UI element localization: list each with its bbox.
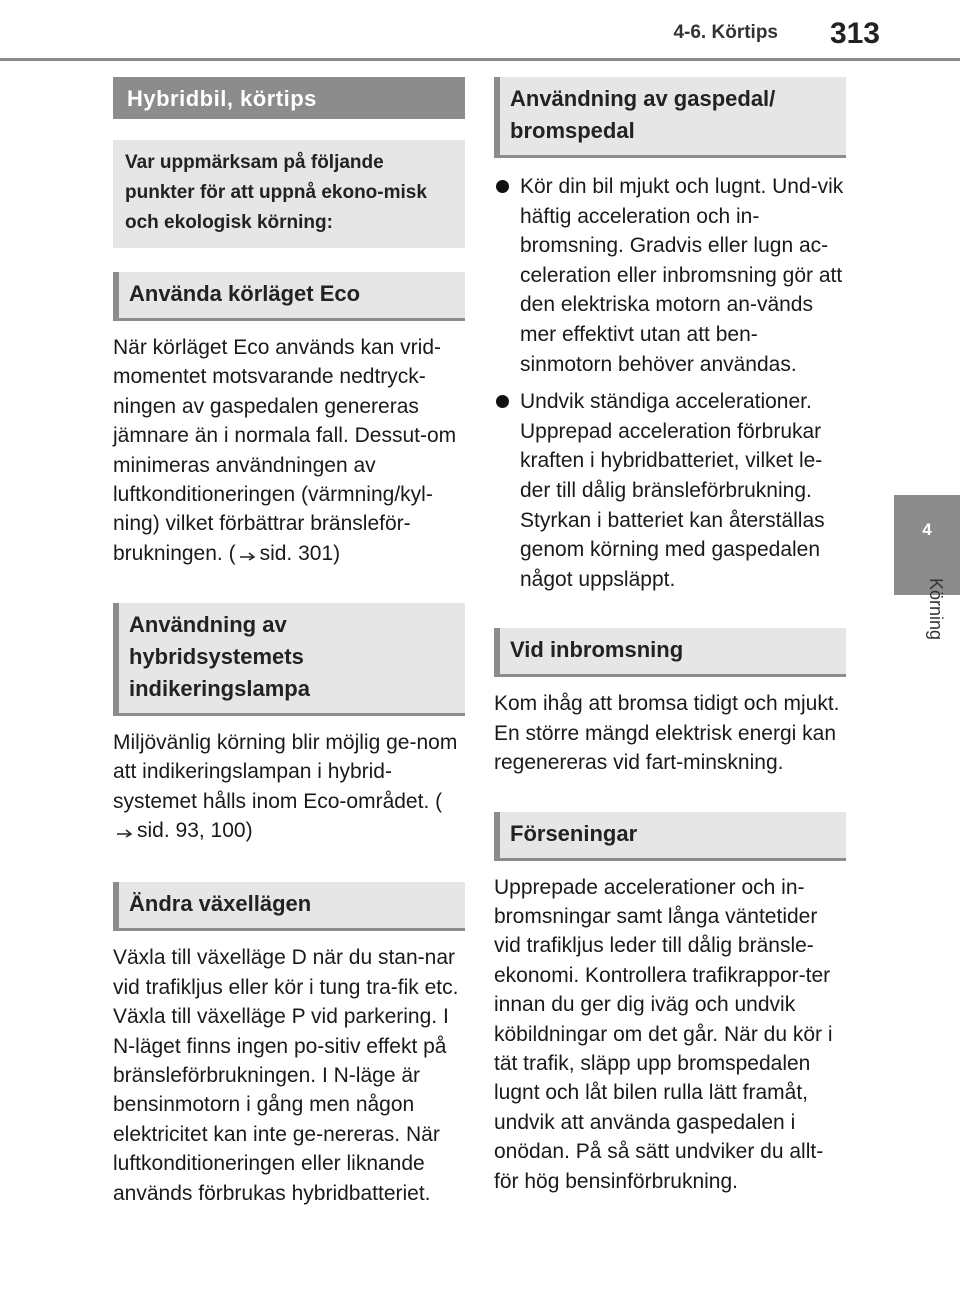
chapter-title: 4-6. Körtips — [673, 22, 778, 43]
arrow-right-icon — [117, 817, 133, 846]
eco-page-ref: sid. 301) — [259, 541, 341, 565]
chapter-tab-number: 4 — [922, 520, 932, 539]
eco-paragraph — [113, 333, 465, 569]
section-heading-delays: Förseningar — [494, 812, 846, 861]
header-divider — [0, 58, 960, 61]
chapter-tab-label: Körning — [926, 578, 946, 641]
left-column — [113, 77, 465, 1208]
list-item: Kör din bil mjukt och lugnt. Und-vik häftig acceleration och in-bromsning. Gradvis eller lugn ac-celeration eller inbromsning gör att den elektriska motorn an-vänds mer effektivt utan att ben-sinmotorn behöver användas. — [494, 172, 846, 379]
right-column — [494, 77, 846, 1196]
bullet-icon — [496, 180, 509, 193]
main-heading: Hybridbil, körtips — [113, 77, 465, 119]
delays-paragraph: Upprepade accelerationer och in-bromsningar samt långa väntetider vid trafikljus leder till dålig bränsle-ekonomi. Kontrollera trafikrappor-ter innan du ger dig iväg och undvik köbildningar om det går. När du kör i tät trafik, släpp upp bromspedalen lugnt och låt bilen rulla lätt framåt, undvik att använda gaspedalen i onödan. På så sätt undviker du allt-för hög bensinförbrukning. — [494, 875, 833, 1193]
page-number: 313 — [829, 17, 880, 50]
intro-box: Var uppmärksam på följande punkter för att uppnå ekono-misk och ekologisk körning: — [113, 140, 465, 248]
section-heading-braking: Vid inbromsning — [494, 628, 846, 677]
braking-paragraph: Kom ihåg att bromsa tidigt och mjukt. En större mängd elektrisk energi kan regenereras vid fart-minskning. — [494, 692, 840, 775]
arrow-right-icon — [240, 540, 256, 569]
gear-paragraph: Växla till växelläge D när du stan-nar vid trafikljus eller kör i tung tra-fik etc. Växla till växelläge P vid parkering. I N-läget finns ingen po-sitiv effekt på bränsleförbrukningen. I N-läge är bensinmotorn i gång men någon elektricitet kan inte ge-nereras. När luftkonditioneringen eller liknande används förbrukas hybridbatteriet. — [113, 946, 459, 1205]
indicator-paragraph — [113, 728, 465, 846]
eco-text: När körläget Eco används kan vrid-momentet motsvarande nedtryck-ningen av gaspedalen genereras jämnare än i normala fall. Dessut-om minimeras användningen av luftkonditioneringen (värmning/kyl-ning) vilket förbättrar bränsleför-brukningen. ( — [113, 336, 457, 565]
section-heading-eco: Använda körläget Eco — [113, 272, 465, 321]
indicator-text: Miljövänlig körning blir möjlig ge-nom att indikeringslampan i hybrid-systemet hålls inom Eco-området. ( — [113, 731, 458, 813]
section-heading-gear: Ändra växellägen — [113, 882, 465, 931]
list-item: Undvik ständiga accelerationer. Upprepad acceleration förbrukar kraften i hybridbatteriet, vilket le-der till dålig bränsleförbrukning. Styrkan i batteriet kan återställas genom körning med gaspedalen något uppsläppt. — [494, 387, 846, 594]
indicator-page-ref: sid. 93, 100) — [137, 819, 253, 843]
section-heading-indicator: Användning av hybridsystemets indikeringslampa — [113, 603, 465, 716]
bullet-icon — [496, 395, 509, 408]
section-heading-pedal: Användning av gaspedal/ bromspedal — [494, 77, 846, 158]
